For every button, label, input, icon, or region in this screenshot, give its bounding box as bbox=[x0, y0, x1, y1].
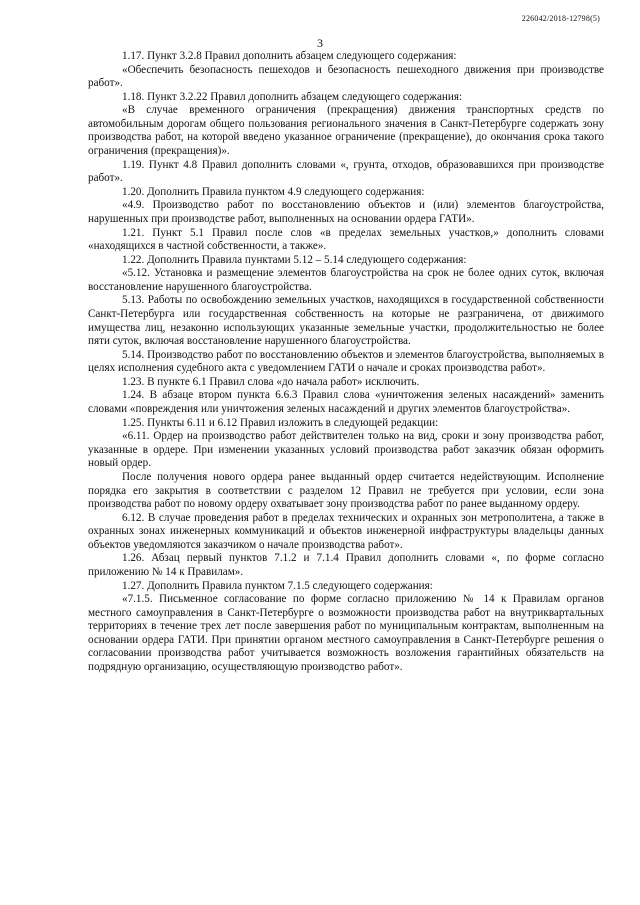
paragraph-1-24: 1.24. В абзаце втором пункта 6.6.3 Правил слова «уничтожения зеленых насаждений» заменить словами «повреждения или уничтожения зеленых насаждений и других элементов благоустройства». bbox=[88, 389, 604, 416]
paragraph-1-21: 1.21. Пункт 5.1 Правил после слов «в пределах земельных участков,» дополнить словами «находящихся в частной собственности, а также». bbox=[88, 226, 604, 253]
paragraph-5-13: 5.13. Работы по освобождению земельных участков, находящихся в государственной собственности Санкт-Петербурга или государственная собственность на которые не разграничена, от движимого имущества лиц, незаконно использующих указанные земельные участки, продолжительностью не более пяти суток, включая восстановление нарушенного благоустройства. bbox=[88, 294, 604, 348]
paragraph-1-18: 1.18. Пункт 3.2.22 Правил дополнить абзацем следующего содержания: bbox=[122, 90, 463, 103]
paragraph-5-12: «5.12. Установка и размещение элементов благоустройства на срок не более одних суток, включая восстановление нарушенного благоустройства. bbox=[88, 267, 604, 293]
paragraph-1-19: 1.19. Пункт 4.8 Правил дополнить словами «, грунта, отходов, образовавшихся при производстве работ». bbox=[88, 158, 604, 185]
paragraph-6-12: 6.12. В случае проведения работ в пределах технических и охранных зон метрополитена, а также в охранных зонах инженерных коммуникаций и объектов инженерной инфраструктуры владельцы данных объектов уведомляются заказчиком о начале производства работ». bbox=[88, 511, 604, 551]
paragraph-1-25: 1.25. Пункты 6.11 и 6.12 Правил изложить в следующей редакции: bbox=[122, 416, 439, 429]
paragraph-5-14: 5.14. Производство работ по восстановлению объектов и элементов благоустройства, выполняемых в целях исполнения судебного акта с уведомлением ГАТИ о начале и сроках производства работ». bbox=[88, 348, 604, 375]
document-body bbox=[88, 50, 604, 675]
paragraph-1-17-text: «Обеспечить безопасность пешеходов и безопасность пешеходного движения при производстве работ». bbox=[88, 63, 604, 90]
paragraph-6-11: «6.11. Ордер на производство работ действителен только на вид, сроки и зону производства работ, указанные в ордере. При изменении указанных условий производства работ заказчик обязан оформить новый ордер. bbox=[88, 430, 604, 470]
paragraph-1-17: 1.17. Пункт 3.2.8 Правил дополнить абзацем следующего содержания: bbox=[122, 50, 457, 62]
paragraph-4-9: «4.9. Производство работ по восстановлению объектов и (или) элементов благоустройства, нарушенных при производстве работ, выполненных на основании ордера ГАТИ». bbox=[88, 199, 604, 225]
paragraph-1-23: 1.23. В пункте 6.1 Правил слова «до начала работ» исключить. bbox=[122, 375, 420, 388]
paragraph-1-27: 1.27. Дополнить Правила пунктом 7.1.5 следующего содержания: bbox=[122, 579, 433, 592]
paragraph-1-20: 1.20. Дополнить Правила пунктом 4.9 следующего содержания: bbox=[122, 185, 425, 198]
paragraph-1-26: 1.26. Абзац первый пунктов 7.1.2 и 7.1.4 Правил дополнить словами «, по форме согласно приложению № 14 к Правилам». bbox=[88, 552, 604, 578]
paragraph-1-18-text: «В случае временного ограничения (прекращения) движения транспортных средств по автомобильным дорогам общего пользования регионального значения в Санкт-Петербурге содержать зону производства работ, на которой введено указанное ограничение (прекращение), до окончания срока такого ограничения (прекращения)». bbox=[88, 104, 604, 158]
document-id: 226042/2018-12798(5) bbox=[521, 14, 600, 23]
page-number: 3 bbox=[317, 36, 323, 50]
paragraph-7-1-5: «7.1.5. Письменное согласование по форме согласно приложению № 14 к Правилам органов местного самоуправления в Санкт-Петербурге о возможности производства работ на внутриквартальных территориях в течение трех лет после завершения работ по муниципальным контрактам, выполненным на основании ордера ГАТИ. При принятии органом местного самоуправления в Санкт-Петербурге решения о согласовании производства работ учитывается возможность возложения гарантийных обязательств на подрядную организацию, осуществляющую производство работ». bbox=[88, 593, 604, 674]
paragraph-6-11-continued: После получения нового ордера ранее выданный ордер считается недействующим. Исполнение порядка его закрытия в соответствии с разделом 12 Правил не требуется при условии, если зона производства работ по новому ордеру охватывает зону производства работ по ранее выданному ордеру. bbox=[88, 470, 604, 511]
paragraph-1-22: 1.22. Дополнить Правила пунктами 5.12 – 5.14 следующего содержания: bbox=[122, 253, 467, 266]
